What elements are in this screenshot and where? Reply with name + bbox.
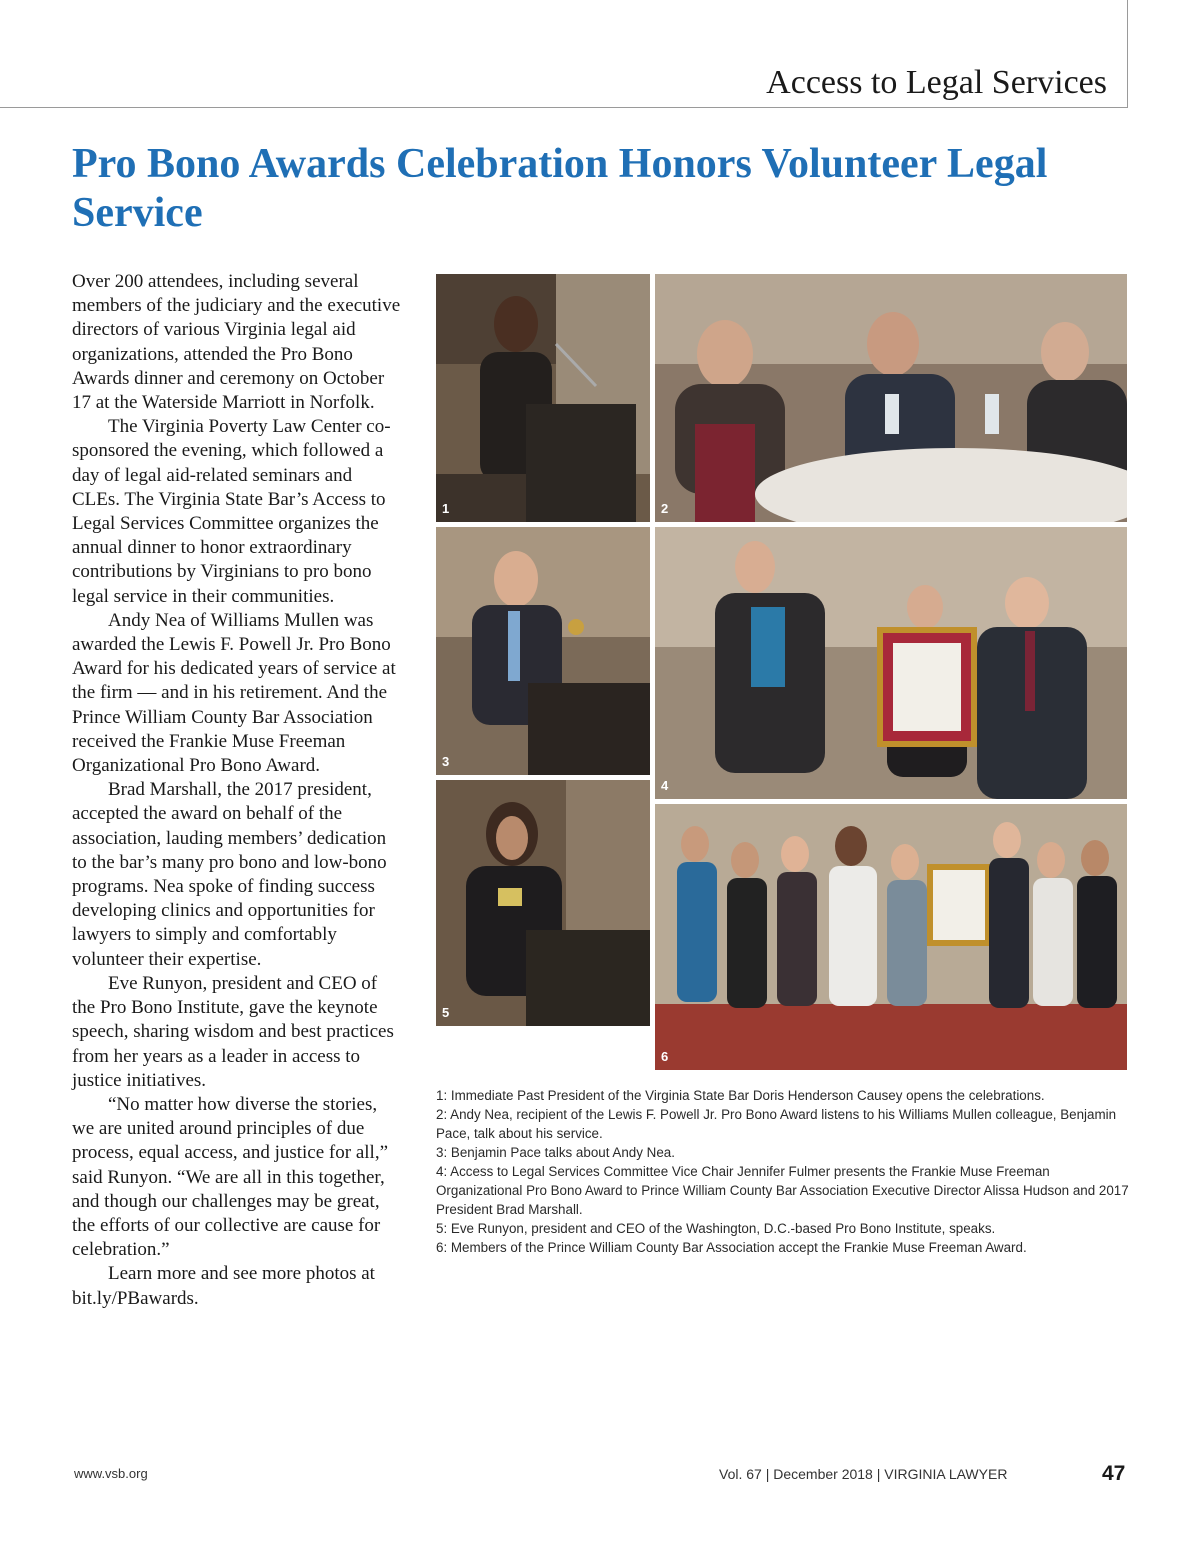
photo-number: 1 — [442, 501, 450, 516]
photo-2-image — [655, 274, 1127, 522]
body-paragraph: Andy Nea of Williams Mullen was awarded the Lewis F. Powell Jr. Pro Bono Award for his dedicated years of service at the firm — and in his retirement. And the Prince William County Bar Association received the Frankie Muse Freeman Organizational Pro Bono Award. — [72, 609, 396, 777]
body-paragraph: “No matter how diverse the stories, we are united around principles of due process, equal access, and justice for all,” said Runyon. “We are all in this together, and though our challenges may be great, the efforts of our collective are cause for celebration.” — [72, 1093, 389, 1261]
photo-3 — [436, 527, 650, 775]
photo-number: 5 — [442, 1005, 450, 1020]
photo-number: 2 — [661, 501, 669, 516]
body-paragraph: The Virginia Poverty Law Center co-sponsored the evening, which followed a day of legal aid-related seminars and CLEs. The Virginia State Bar’s Access to Legal Services Committee organizes the annual dinner to honor extraordinary contributions by Virginians to pro bono legal service in their communities. — [72, 416, 391, 607]
section-header — [0, 0, 1128, 108]
photo-number: 4 — [661, 778, 669, 793]
body-paragraph: Brad Marshall, the 2017 president, accepted the award on behalf of the association, lauding members’ dedication to the bar’s many pro bono and low-bono programs. Nea spoke of finding success developing clinics and opportunities for lawyers to simply and comfortably volunteer their expertise. — [72, 779, 387, 970]
caption: 3: Benjamin Pace talks about Andy Nea. — [436, 1145, 675, 1160]
photo-1-image — [436, 274, 650, 522]
photo-6-image — [655, 804, 1127, 1070]
photo-5 — [436, 780, 650, 1026]
caption: 1: Immediate Past President of the Virginia State Bar Doris Henderson Causey opens the celebrations. — [436, 1088, 1045, 1103]
caption: 6: Members of the Prince William County Bar Association accept the Frankie Muse Freeman Award. — [436, 1240, 1027, 1255]
photo-4-image — [655, 527, 1127, 799]
article-body — [72, 270, 402, 1311]
photo-1 — [436, 274, 650, 522]
page-number: 47 — [1102, 1462, 1126, 1485]
photo-4 — [655, 527, 1127, 799]
section-title: Access to Legal Services — [766, 64, 1107, 101]
caption: 5: Eve Runyon, president and CEO of the Washington, D.C.-based Pro Bono Institute, speaks. — [436, 1221, 996, 1236]
photo-3-image — [436, 527, 650, 775]
photo-6 — [655, 804, 1127, 1070]
footer-issue: Vol. 67 | December 2018 | VIRGINIA LAWYER — [719, 1466, 1008, 1482]
photo-number: 6 — [661, 1049, 669, 1064]
photo-2 — [655, 274, 1127, 522]
photo-number: 3 — [442, 754, 450, 769]
article-headline: Pro Bono Awards Celebration Honors Volunteer Legal Service — [72, 141, 1048, 236]
caption: 4: Access to Legal Services Committee Vice Chair Jennifer Fulmer presents the Frankie Muse Freeman Organizational Pro Bono Award to Prince William County Bar Association Executive Director Alissa Hudson and 2017 President Brad Marshall. — [436, 1164, 1129, 1217]
photo-captions — [436, 1086, 1136, 1257]
footer-website: www.vsb.org — [74, 1466, 148, 1481]
photo-5-image — [436, 780, 650, 1026]
body-paragraph: Learn more and see more photos at bit.ly/PBawards. — [72, 1263, 375, 1309]
caption: 2: Andy Nea, recipient of the Lewis F. Powell Jr. Pro Bono Award listens to his Williams Mullen colleague, Benjamin Pace, talk about his service. — [436, 1107, 1117, 1141]
body-paragraph: Eve Runyon, president and CEO of the Pro Bono Institute, gave the keynote speech, sharing wisdom and best practices from her years as a leader in access to justice initiatives. — [72, 972, 394, 1091]
body-paragraph: Over 200 attendees, including several members of the judiciary and the executive directors of various Virginia legal aid organizations, attended the Pro Bono Awards dinner and ceremony on October 17 at the Waterside Marriott in Norfolk. — [72, 271, 401, 414]
